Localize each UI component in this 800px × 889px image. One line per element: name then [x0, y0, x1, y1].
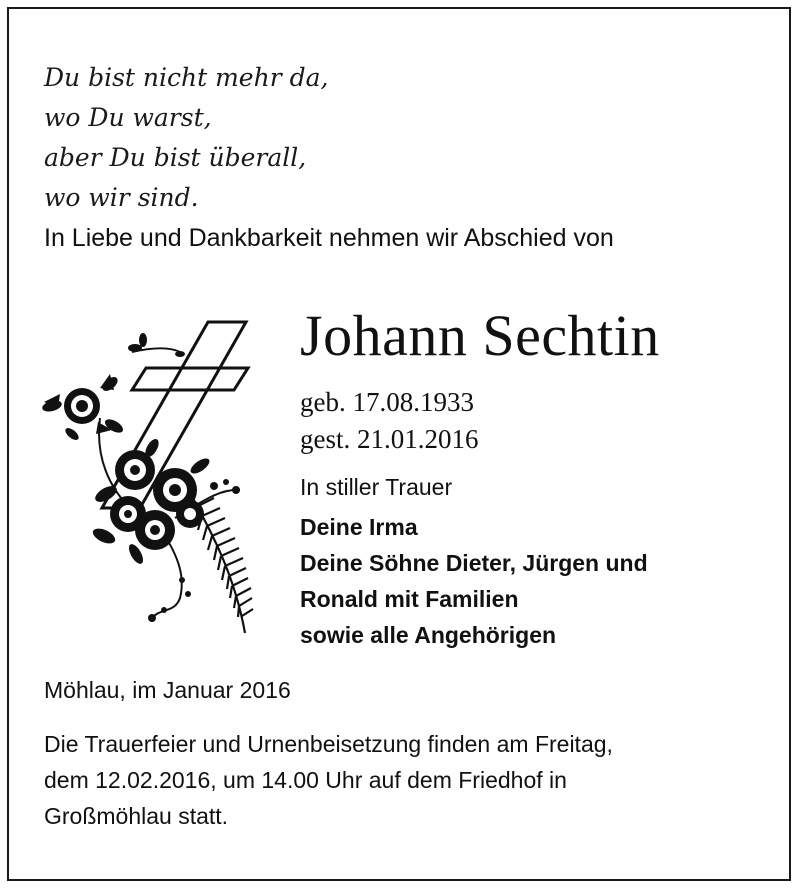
mourner-line: Ronald mit Familien	[300, 586, 519, 612]
poem	[44, 58, 328, 218]
poem-line: aber Du bist überall,	[44, 143, 307, 172]
cross-with-roses-icon	[40, 318, 270, 648]
life-dates	[300, 384, 479, 458]
poem-line: wo wir sind.	[44, 183, 199, 212]
poem-line: Du bist nicht mehr da,	[44, 63, 329, 92]
service-line: Großmöhlau statt.	[44, 803, 229, 829]
service-line: dem 12.02.2016, um 14.00 Uhr auf dem Friedhof in	[44, 767, 567, 793]
poem-line: wo Du warst,	[44, 103, 212, 132]
intro-text: In Liebe und Dankbarkeit nehmen wir Abschied von	[44, 224, 614, 252]
place-date: Möhlau, im Januar 2016	[44, 677, 291, 703]
mourner-line: Deine Irma	[300, 514, 418, 540]
service-info	[44, 726, 764, 834]
service-line: Die Trauerfeier und Urnenbeisetzung finden am Freitag,	[44, 731, 613, 757]
mourners-list	[300, 509, 648, 653]
deceased-name: Johann Sechtin	[300, 303, 660, 368]
death-date: gest. 21.01.2016	[300, 424, 479, 454]
mourners-label: In stiller Trauer	[300, 474, 453, 500]
mourner-line: Deine Söhne Dieter, Jürgen und	[300, 550, 648, 576]
birth-date: geb. 17.08.1933	[300, 387, 474, 417]
mourner-line: sowie alle Angehörigen	[300, 622, 557, 648]
